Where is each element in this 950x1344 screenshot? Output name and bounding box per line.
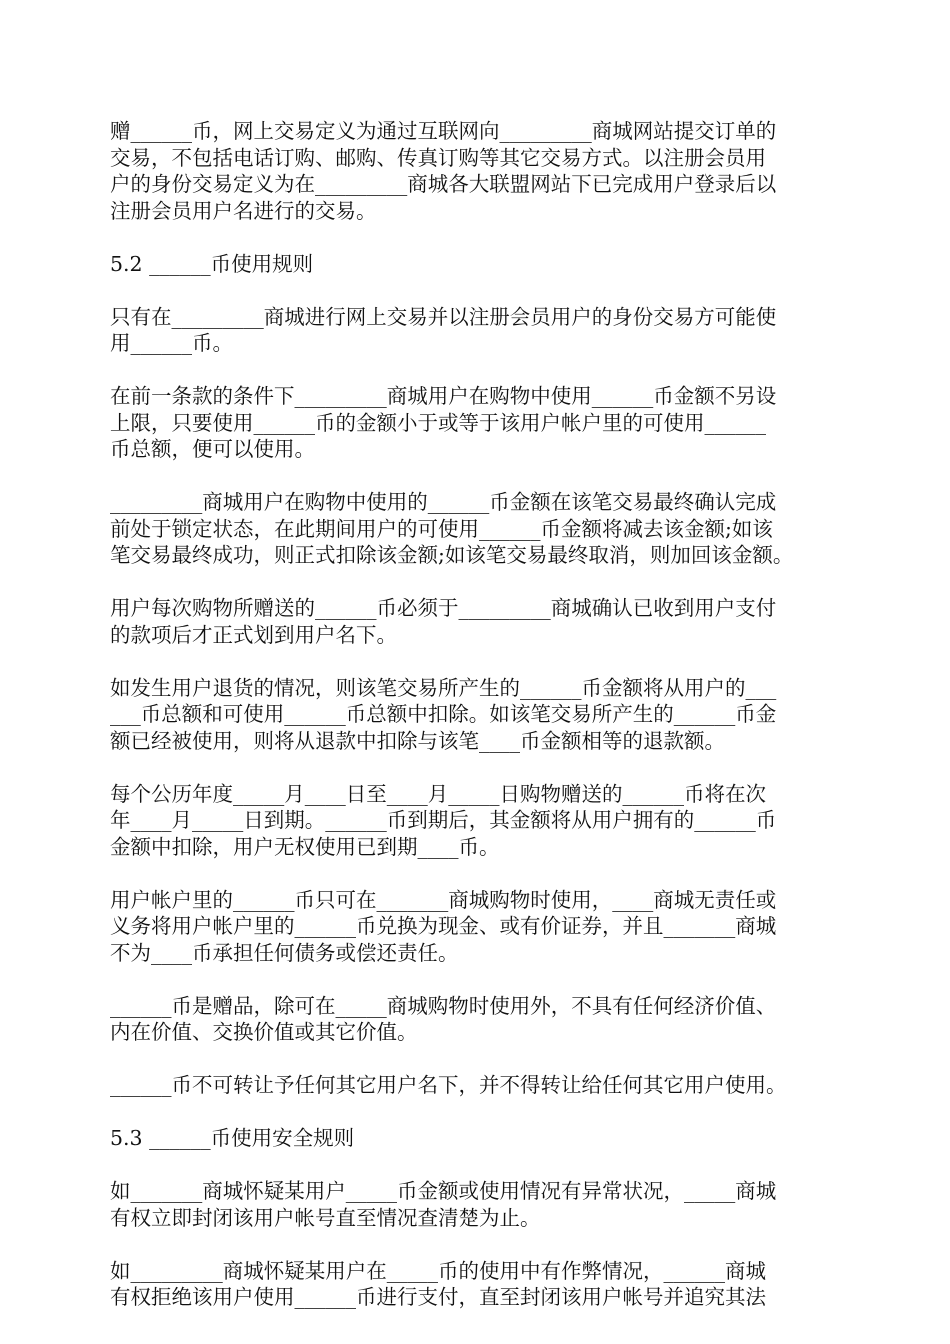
paragraph-line: ______币是赠品，除可在_____商城购物时使用外，不具有任何经济价值、 <box>110 993 777 1018</box>
paragraph-line: 只有在_________商城进行网上交易并以注册会员用户的身份交易方可能使 <box>110 304 777 329</box>
paragraph-line: 用户帐户里的______币只可在_______商城购物时使用，____商城无责任或 <box>110 887 777 912</box>
paragraph <box>110 781 845 861</box>
paragraph <box>110 993 845 1046</box>
paragraph-line: ______币不可转让予任何其它用户名下，并不得转让给任何其它用户使用。 <box>110 1073 787 1097</box>
paragraph <box>110 595 845 648</box>
section-heading: 5.2 ______币使用规则 <box>110 251 314 276</box>
paragraph-line: 用户每次购物所赠送的______币必须于_________商城确认已收到用户支付 <box>110 596 777 620</box>
paragraph-line: 注册会员用户名进行的交易。 <box>110 198 377 223</box>
paragraph-line: _________商城用户在购物中使用的______币金额在该笔交易最终确认完成 <box>110 490 777 514</box>
paragraph <box>110 304 845 357</box>
paragraph-line: 如_________商城怀疑某用户在_____币的使用中有作弊情况，______商城 <box>110 1258 766 1283</box>
paragraph-line: 前处于锁定状态，在此期间用户的可使用______币金额将减去该金额;如该 <box>110 516 773 541</box>
paragraph-line: 金额中扣除，用户无权使用已到期____币。 <box>110 834 500 859</box>
paragraph <box>110 887 845 967</box>
paragraph <box>110 118 845 224</box>
paragraph <box>110 1258 845 1311</box>
paragraph-line: 每个公历年度_____月____日至____月_____日购物赠送的______币将在次 <box>110 781 766 806</box>
section-heading: 5.3 ______币使用安全规则 <box>110 1126 355 1150</box>
paragraph-line: 如_______商城怀疑某用户_____币金额或使用情况有异常状况，_____商城 <box>110 1179 777 1203</box>
paragraph-line: ___币总额和可使用______币总额中扣除。如该笔交易所产生的______币金 <box>110 702 777 726</box>
paragraph-line: 不为____币承担任何债务或偿还责任。 <box>110 940 459 965</box>
paragraph-line: 在前一条款的条件下_________商城用户在购物中使用______币金额不另设 <box>110 384 777 408</box>
paragraph-line: 有权立即封闭该用户帐号直至情况查清楚为止。 <box>110 1205 541 1230</box>
paragraph-line: 的款项后才正式划到用户名下。 <box>110 622 397 647</box>
paragraph <box>110 675 845 755</box>
paragraph-line: 交易，不包括电话订购、邮购、传真订购等其它交易方式。以注册会员用 <box>110 145 766 170</box>
paragraph <box>110 1178 845 1231</box>
paragraph-line: 笔交易最终成功，则正式扣除该金额;如该笔交易最终取消，则加回该金额。 <box>110 543 794 567</box>
paragraph-line: 户的身份交易定义为在_________商城各大联盟网站下已完成用户登录后以 <box>110 172 777 196</box>
paragraph-line: 额已经被使用，则将从退款中扣除与该笔____币金额相等的退款额。 <box>110 728 725 753</box>
paragraph <box>110 489 845 569</box>
paragraph-line: 内在价值、交换价值或其它价值。 <box>110 1020 418 1044</box>
paragraph-line: 如发生用户退货的情况，则该笔交易所产生的______币金额将从用户的___ <box>110 675 777 700</box>
paragraph <box>110 383 845 463</box>
paragraph <box>110 1072 845 1099</box>
document-page <box>110 118 845 1337</box>
paragraph-line: 赠______币，网上交易定义为通过互联网向_________商城网站提交订单的 <box>110 119 777 143</box>
paragraph-line: 年____月_____日到期。______币到期后，其金额将从用户拥有的______币 <box>110 808 777 832</box>
paragraph-line: 币总额，便可以使用。 <box>110 437 315 461</box>
paragraph-line: 用______币。 <box>110 331 233 355</box>
paragraph-line: 义务将用户帐户里的______币兑换为现金、或有价证券，并且_______商城 <box>110 914 777 938</box>
paragraph-line: 上限，只要使用______币的金额小于或等于该用户帐户里的可使用______ <box>110 410 766 435</box>
paragraph-line: 有权拒绝该用户使用______币进行支付，直至封闭该用户帐号并追究其法 <box>110 1285 766 1309</box>
